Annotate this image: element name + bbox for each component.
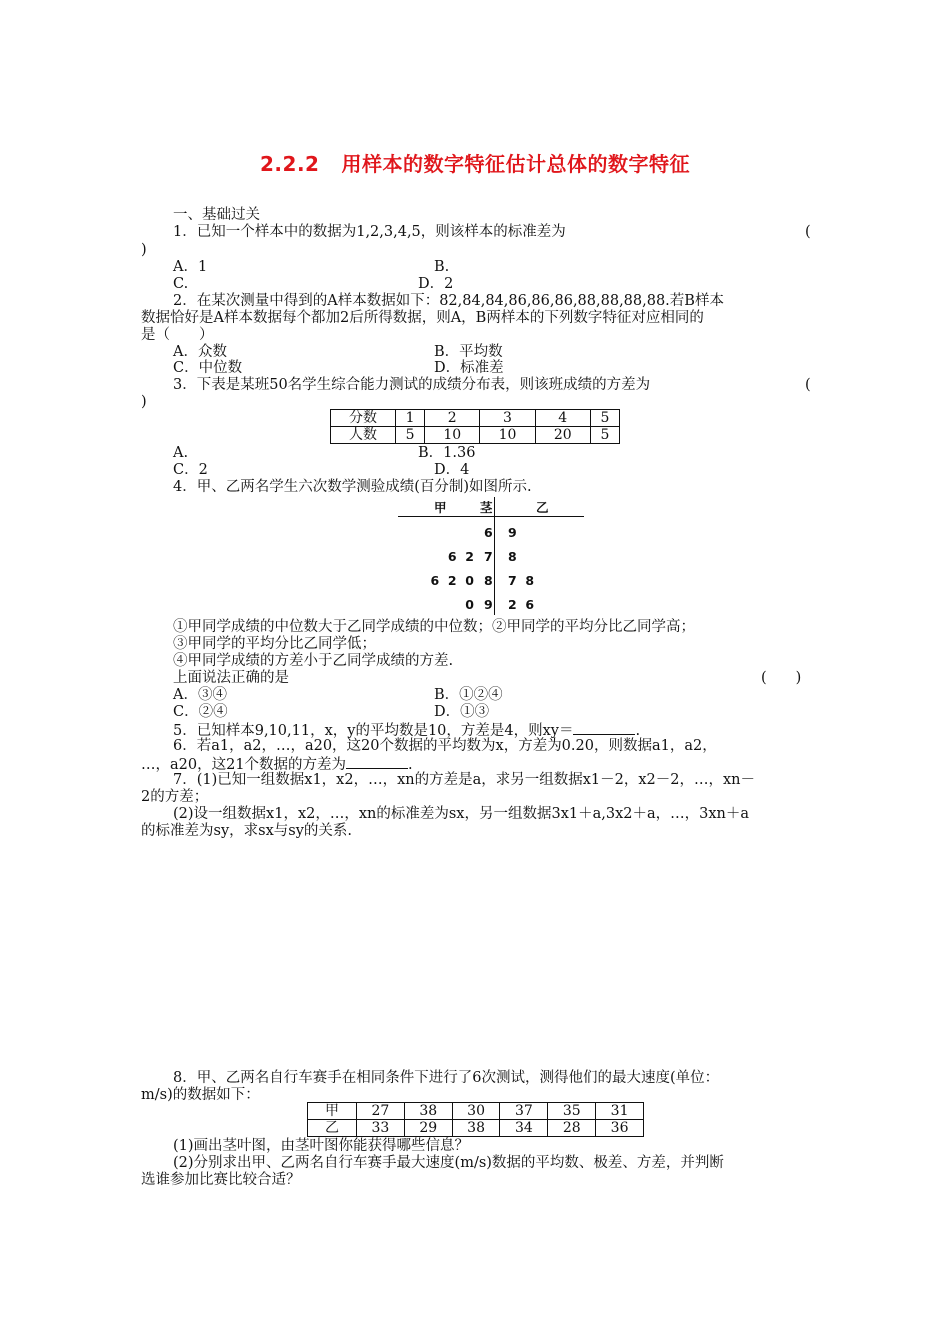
plot-right-leaves: 9 (508, 525, 517, 540)
q8-line2: m/s)的数据如下： (141, 1087, 260, 1103)
plot-left-leaves: 0 (465, 597, 474, 612)
table-cell: 1 (396, 410, 425, 427)
q3-option-b: B．1.36 (418, 445, 476, 461)
q1-option-d: D．2 (418, 276, 454, 292)
plot-header-yi: 乙 (536, 500, 549, 515)
q3-option-d: D．4 (434, 462, 470, 478)
q4-statement-3: ③甲同学的平均分比乙同学低； (173, 636, 376, 652)
q3-paren-left: ( (805, 377, 811, 393)
q3-paren-right: ) (141, 394, 147, 410)
table-cell: 2 (425, 410, 480, 427)
q6-text: …，a20，这21个数据的方差为 (141, 757, 347, 773)
table-cell: 30 (452, 1103, 500, 1120)
table-row (331, 427, 620, 444)
table-cell: 10 (425, 427, 480, 444)
answer-blank[interactable] (346, 755, 408, 769)
table-cell: 38 (404, 1103, 452, 1120)
plot-left-leaves: 6 2 (447, 549, 474, 564)
table-cell: 10 (480, 427, 535, 444)
q8-line1: 8．甲、乙两名自行车赛手在相同条件下进行了6次测试，测得他们的最大速度(单位： (173, 1070, 720, 1086)
q2-option-d: D．标准差 (434, 360, 504, 376)
section-number: 2.2.2 (260, 152, 320, 176)
q7-line2: 2的方差； (141, 789, 209, 805)
table-cell: 27 (357, 1103, 405, 1120)
table-cell: 34 (500, 1120, 548, 1137)
plot-right-leaves: 2 6 (508, 597, 535, 612)
q4-option-b: B．①②④ (434, 687, 503, 703)
q1-option-b: B. (434, 259, 450, 275)
q8-part2-cont: 选谁参加比赛比较合适？ (141, 1172, 301, 1188)
table-cell: 人数 (331, 427, 396, 444)
q2-line3: 是（ ） (141, 327, 214, 343)
plot-stem: 7 (484, 549, 493, 564)
q4-answer-paren: ( ) (761, 670, 802, 686)
table-cell: 甲 (308, 1103, 357, 1120)
q3-option-c: C．2 (173, 462, 208, 478)
stem-leaf-plot (398, 497, 584, 615)
q4-stem: 4．甲、乙两名学生六次数学测验成绩(百分制)如图所示. (173, 479, 532, 495)
q4-option-c: C．②④ (173, 704, 228, 720)
stem-divider (494, 497, 495, 615)
plot-right-leaves: 8 (508, 549, 517, 564)
table-cell: 5 (590, 410, 619, 427)
section-heading: 一、基础过关 (173, 207, 260, 223)
table-cell: 37 (500, 1103, 548, 1120)
table-cell: 4 (535, 410, 590, 427)
plot-stem: 6 (484, 525, 493, 540)
table-cell: 20 (535, 427, 590, 444)
q3-stem: 3．下表是某班50名学生综合能力测试的成绩分布表，则该班成绩的方差为 (173, 377, 651, 393)
q1-option-c: C. (173, 276, 189, 292)
q8-part2: (2)分别求出甲、乙两名自行车赛手最大速度(m/s)数据的平均数、极差、方差，并判断 (173, 1155, 724, 1171)
q2-line1: 2．在某次测量中得到的A样本数据如下：82,84,84,86,86,86,88,88,88,88.若B样本 (173, 293, 724, 309)
q2-option-a: A．众数 (173, 344, 227, 360)
plot-right-leaves: 7 8 (508, 573, 535, 588)
q6-end: . (408, 757, 413, 773)
page-title (0, 148, 950, 177)
table-cell: 乙 (308, 1120, 357, 1137)
table-cell: 28 (548, 1120, 596, 1137)
table-cell: 5 (590, 427, 619, 444)
speed-table (307, 1102, 644, 1137)
q4-option-d: D．①③ (434, 704, 490, 720)
table-row (331, 410, 620, 427)
table-cell: 31 (596, 1103, 644, 1120)
q5-end: . (635, 723, 641, 739)
q6-line1: 6．若a1，a2，…，a20，这20个数据的平均数为x，方差为0.20，则数据a1，a2， (173, 738, 717, 754)
table-cell: 5 (396, 427, 425, 444)
q4-question: 上面说法正确的是 (173, 670, 289, 686)
q4-option-a: A．③④ (173, 687, 227, 703)
plot-stem: 9 (484, 597, 493, 612)
header-divider (398, 516, 584, 517)
answer-blank[interactable] (573, 721, 635, 735)
q7-line3: (2)设一组数据x1，x2，…，xn的标准差为sx，另一组数据3x1＋a,3x2＋a，…，3xn＋a (173, 806, 750, 822)
table-cell: 38 (452, 1120, 500, 1137)
q5-text: 5．已知样本9,10,11，x，y的平均数是10，方差是4，则xy＝ (173, 723, 574, 739)
table-cell: 29 (404, 1120, 452, 1137)
q1-option-a: A．1 (173, 259, 208, 275)
table-cell: 分数 (331, 410, 396, 427)
q2-option-c: C．中位数 (173, 360, 243, 376)
q2-line2: 数据恰好是A样本数据每个都加2后所得数据，则A，B两样本的下列数字特征对应相同的 (141, 310, 704, 326)
table-cell: 33 (357, 1120, 405, 1137)
q4-statement-4: ④甲同学成绩的方差小于乙同学成绩的方差. (173, 653, 454, 669)
table-cell: 36 (596, 1120, 644, 1137)
table-cell: 3 (480, 410, 535, 427)
q1-paren-right: ) (141, 242, 147, 258)
q7-line1: 7．(1)已知一组数据x1，x2，…，xn的方差是a，求另一组数据x1－2，x2－2，…，xn－ (173, 772, 756, 788)
plot-header-jia: 甲 (434, 500, 447, 515)
q3-option-a: A. (173, 445, 189, 461)
table-cell: 35 (548, 1103, 596, 1120)
q1-paren-left: ( (805, 224, 811, 240)
plot-stem: 8 (484, 573, 493, 588)
q1-stem: 1．已知一个样本中的数据为1,2,3,4,5，则该样本的标准差为 (173, 224, 566, 240)
q2-option-b: B．平均数 (434, 344, 503, 360)
table-row (308, 1103, 644, 1120)
plot-left-leaves: 6 2 0 (430, 573, 474, 588)
q7-line4: 的标准差为sy，求sx与sy的关系. (141, 823, 352, 839)
plot-header-stem: 茎 (480, 500, 493, 515)
title-text: 用样本的数字特征估计总体的数字特征 (341, 152, 690, 176)
table-row (308, 1120, 644, 1137)
q4-statement-1-2: ①甲同学成绩的中位数大于乙同学成绩的中位数；②甲同学的平均分比乙同学高； (173, 619, 695, 635)
score-distribution-table (330, 409, 620, 444)
q8-part1: (1)画出茎叶图，由茎叶图你能获得哪些信息？ (173, 1138, 470, 1154)
